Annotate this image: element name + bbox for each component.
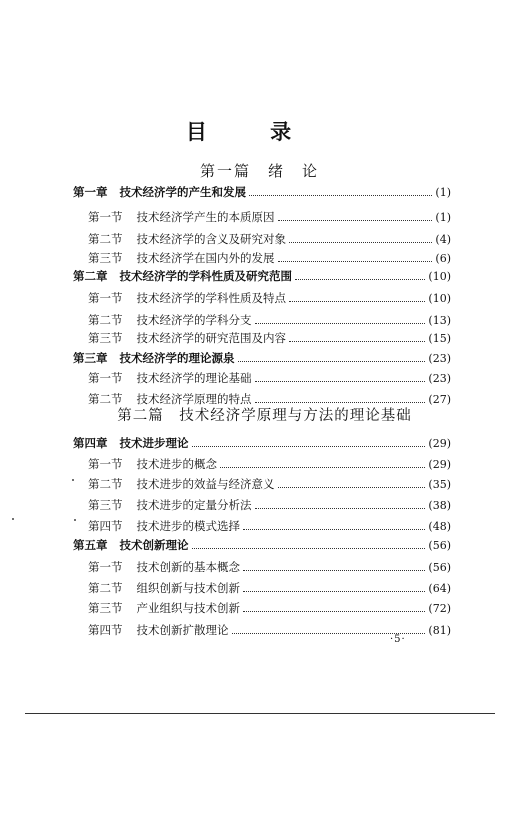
toc-chapter-entry	[73, 537, 451, 554]
toc-entry-title: 技术经济学的研究范围及内容	[136, 331, 286, 345]
dot-leader	[255, 497, 426, 509]
dot-leader	[295, 268, 425, 280]
toc-entry-title: 技术经济学原理的特点	[136, 392, 252, 406]
toc-entry-label	[88, 497, 252, 514]
toc-entry-title: 技术经济学产生的本质原因	[136, 210, 275, 224]
toc-entry-number: 第一节	[88, 371, 123, 385]
toc-entry-title: 技术经济学的学科分支	[136, 313, 252, 327]
toc-section-entry	[88, 370, 451, 387]
toc-entry-page: (15)	[428, 332, 451, 345]
toc-entry-title: 技术进步的定量分析法	[136, 498, 252, 512]
toc-entry-number: 第一节	[88, 291, 123, 305]
toc-entry-page: (81)	[428, 624, 451, 637]
toc-section-entry	[88, 231, 451, 248]
toc-entry-label	[88, 231, 286, 248]
toc-entry-number: 第二节	[88, 392, 123, 406]
toc-entry-label	[88, 370, 252, 387]
toc-entry-number: 第一节	[88, 210, 123, 224]
toc-entry-page: (64)	[428, 582, 451, 595]
toc-entry-label	[88, 330, 286, 347]
toc-section-entry	[88, 559, 451, 576]
toc-entry-label	[88, 456, 217, 473]
toc-entry-title: 产业组织与技术创新	[136, 601, 240, 615]
toc-section-entry	[88, 209, 451, 226]
toc-entry-number: 第三节	[88, 601, 123, 615]
toc-entry-page: (56)	[428, 539, 451, 552]
toc-entry-label	[73, 268, 292, 285]
toc-chapter-entry	[73, 435, 451, 452]
dot-leader	[249, 184, 432, 196]
toc-entry-title: 技术经济学的学科性质及特点	[136, 291, 286, 305]
toc-entry-label	[73, 184, 246, 201]
toc-entry-label	[73, 435, 189, 452]
toc-entry-label	[88, 518, 240, 535]
toc-chapter-entry	[73, 268, 451, 285]
toc-section-entry	[88, 497, 451, 514]
toc-entry-label	[88, 476, 275, 493]
toc-entry-label	[88, 290, 286, 307]
toc-entry-number: 第三节	[88, 498, 123, 512]
toc-entry-title: 技术创新理论	[119, 538, 189, 552]
scan-speck	[74, 519, 76, 521]
dot-leader	[255, 391, 426, 403]
dot-leader	[278, 250, 433, 262]
toc-entry-title: 技术创新扩散理论	[136, 623, 229, 637]
toc-entry-number: 第一章	[73, 185, 108, 199]
toc-entry-title: 技术经济学的理论源泉	[119, 351, 235, 365]
toc-entry-number: 第二节	[88, 581, 123, 595]
toc-section-entry	[88, 391, 451, 408]
toc-section-entry	[88, 456, 451, 473]
dot-leader	[232, 622, 426, 634]
toc-entry-label	[88, 600, 240, 617]
toc-entry-page: (1)	[435, 211, 451, 224]
toc-entry-number: 第四节	[88, 623, 123, 637]
toc-entry-number: 第二章	[73, 269, 108, 283]
toc-entry-label	[88, 250, 275, 267]
dot-leader	[255, 370, 426, 382]
toc-entry-page: (29)	[428, 458, 451, 471]
toc-entry-title: 技术经济学在国内外的发展	[136, 251, 275, 265]
toc-entry-page: (4)	[435, 233, 451, 246]
toc-entry-page: (27)	[428, 393, 451, 406]
dot-leader	[243, 600, 425, 612]
toc-entry-page: (35)	[428, 478, 451, 491]
bottom-rule	[25, 713, 495, 714]
toc-entry-page: (6)	[435, 252, 451, 265]
toc-entry-page: (72)	[428, 602, 451, 615]
toc-section-entry	[88, 312, 451, 329]
toc-entry-number: 第四章	[73, 436, 108, 450]
page-title: 目 录	[185, 119, 320, 144]
toc-section-entry	[88, 290, 451, 307]
scan-speck	[72, 479, 74, 481]
dot-leader	[289, 290, 425, 302]
dot-leader	[255, 312, 426, 324]
dot-leader	[278, 476, 426, 488]
toc-entry-number: 第三章	[73, 351, 108, 365]
toc-entry-title: 组织创新与技术创新	[136, 581, 240, 595]
toc-entry-label	[88, 209, 275, 226]
toc-entry-page: (13)	[428, 314, 451, 327]
toc-entry-page: (23)	[428, 372, 451, 385]
toc-entry-page: (48)	[428, 520, 451, 533]
toc-entry-label	[73, 350, 235, 367]
toc-section-entry	[88, 600, 451, 617]
toc-entry-page: (56)	[428, 561, 451, 574]
toc-entry-page: (1)	[435, 186, 451, 199]
toc-entry-title: 技术进步的概念	[136, 457, 217, 471]
dot-leader	[278, 209, 433, 221]
page-number: ·5·	[390, 634, 406, 645]
toc-entry-number: 第一节	[88, 457, 123, 471]
part-heading-2: 第二篇 技术经济学原理与方法的理论基础	[117, 408, 412, 424]
toc-entry-title: 技术经济学的理论基础	[136, 371, 252, 385]
toc-entry-title: 技术创新的基本概念	[136, 560, 240, 574]
toc-chapter-entry	[73, 350, 451, 367]
dot-leader	[289, 231, 432, 243]
dot-leader	[192, 435, 426, 447]
toc-entry-title: 技术进步理论	[119, 436, 189, 450]
toc-entry-number: 第二节	[88, 232, 123, 246]
toc-entry-number: 第二节	[88, 313, 123, 327]
dot-leader	[243, 580, 425, 592]
scan-speck	[12, 518, 14, 520]
toc-entry-page: (23)	[428, 352, 451, 365]
part-heading-1: 第一篇 绪 论	[199, 162, 319, 180]
toc-section-entry	[88, 580, 451, 597]
toc-entry-number: 第三节	[88, 251, 123, 265]
toc-entry-label	[88, 559, 240, 576]
toc-entry-label	[88, 622, 229, 639]
toc-entry-title: 技术进步的效益与经济意义	[136, 477, 275, 491]
toc-section-entry	[88, 476, 451, 493]
toc-entry-title: 技术经济学的含义及研究对象	[136, 232, 286, 246]
toc-entry-page: (38)	[428, 499, 451, 512]
toc-entry-label	[88, 391, 252, 408]
dot-leader	[192, 537, 426, 549]
toc-entry-number: 第二节	[88, 477, 123, 491]
toc-chapter-entry	[73, 184, 451, 201]
toc-entry-page: (29)	[428, 437, 451, 450]
dot-leader	[289, 330, 425, 342]
toc-entry-label	[88, 580, 240, 597]
toc-entry-title: 技术经济学的学科性质及研究范围	[119, 269, 292, 283]
toc-section-entry	[88, 250, 451, 267]
toc-entry-page: (10)	[428, 292, 451, 305]
toc-section-entry	[88, 518, 451, 535]
toc-entry-number: 第五章	[73, 538, 108, 552]
dot-leader	[238, 350, 426, 362]
toc-section-entry	[88, 330, 451, 347]
toc-entry-number: 第一节	[88, 560, 123, 574]
toc-entry-label	[73, 537, 189, 554]
toc-entry-title: 技术经济学的产生和发展	[119, 185, 246, 199]
toc-entry-label	[88, 312, 252, 329]
dot-leader	[220, 456, 425, 468]
toc-entry-title: 技术进步的模式选择	[136, 519, 240, 533]
dot-leader	[243, 518, 425, 530]
toc-entry-page: (10)	[428, 270, 451, 283]
dot-leader	[243, 559, 425, 571]
toc-entry-number: 第四节	[88, 519, 123, 533]
toc-entry-number: 第三节	[88, 331, 123, 345]
